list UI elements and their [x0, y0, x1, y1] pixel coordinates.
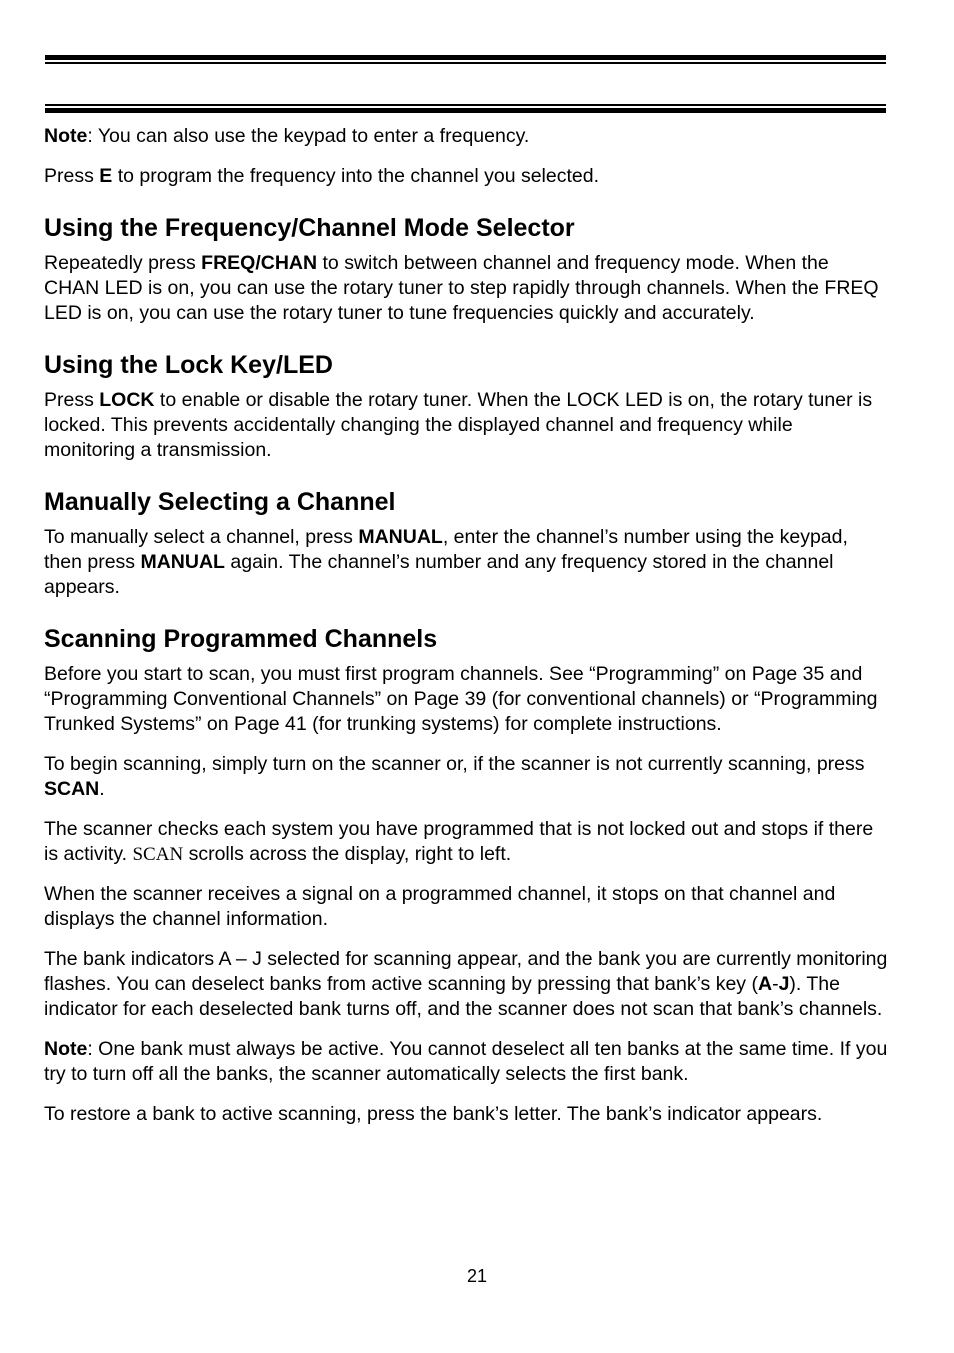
scanning-paragraph-4: When the scanner receives a signal on a programmed channel, it stops on that channel and displays the channel information. [44, 883, 836, 930]
scanning-paragraph-1: Before you start to scan, you must first program channels. See “Programming” on Page 35 and “Programming Conventional Channels” on Page 39 (for conventional channels) or “Programming Trunked Systems” on Page 41 (for trunking systems) for complete instructions. [44, 663, 878, 735]
note-label: Note [44, 1038, 88, 1060]
page-number: 21 [466, 1266, 488, 1286]
note-text: : You can also use the keypad to enter a frequency. [87, 125, 530, 147]
key-a: A [757, 973, 773, 995]
lock-paragraph: Press LOCK to enable or disable the rotary tuner. When the LOCK LED is on, the rotary tuner is locked. This prevents accidentally changing the displayed channel and frequency while monitoring a transmission. [44, 389, 873, 461]
key-manual: MANUAL [358, 526, 443, 548]
freq-chan-paragraph: Repeatedly press FREQ/CHAN to switch between channel and frequency mode. When the CHAN LED is on, you can use the rotary tuner to step rapidly through channels. When the FREQ LED is on, you can use the rotary tuner to tune frequencies quickly and accurately. [44, 252, 879, 324]
key-manual: MANUAL [140, 551, 225, 573]
press-e-paragraph: Press E to program the frequency into the channel you selected. [44, 165, 600, 187]
key-scan: SCAN [44, 778, 100, 800]
page-content [44, 124, 889, 1127]
header-rule-top [45, 55, 886, 64]
heading-manual: Manually Selecting a Channel [44, 488, 396, 516]
note-keypad [44, 124, 889, 149]
heading-scanning: Scanning Programmed Channels [44, 625, 438, 653]
key-e: E [99, 165, 113, 187]
display-scan-text: SCAN [132, 844, 184, 865]
header-rule-bottom [45, 104, 886, 113]
heading-lock: Using the Lock Key/LED [44, 351, 333, 379]
key-j: J [778, 973, 790, 995]
scanning-paragraph-2: To begin scanning, simply turn on the scanner or, if the scanner is not currently scanning, press SCAN. [44, 753, 865, 800]
scanning-paragraph-3: The scanner checks each system you have programmed that is not locked out and stops if there is activity. SCAN scrolls across the display, right to left. [44, 818, 874, 865]
scanning-paragraph-7: To restore a bank to active scanning, press the bank’s letter. The bank’s indicator appears. [44, 1103, 823, 1125]
note-label: Note [44, 125, 88, 147]
key-freq-chan: FREQ/CHAN [201, 252, 318, 274]
heading-freq-chan: Using the Frequency/Channel Mode Selector [44, 214, 575, 242]
manual-paragraph: To manually select a channel, press MANUAL, enter the channel’s number using the keypad, then press MANUAL again. The channel’s number and any frequency stored in the channel appears. [44, 526, 848, 598]
key-lock: LOCK [99, 389, 155, 411]
scanning-paragraph-5: The bank indicators A – J selected for scanning appear, and the bank you are currently monitoring flashes. You can deselect banks from active scanning by pressing that bank’s key (A-J). The indicator for each deselected bank turns off, and the scanner does not scan that bank’s channels. [44, 948, 888, 1020]
note-bank-active: Note: One bank must always be active. You cannot deselect all ten banks at the same time. If you try to turn off all the banks, the scanner automatically selects the first bank. [44, 1038, 888, 1085]
